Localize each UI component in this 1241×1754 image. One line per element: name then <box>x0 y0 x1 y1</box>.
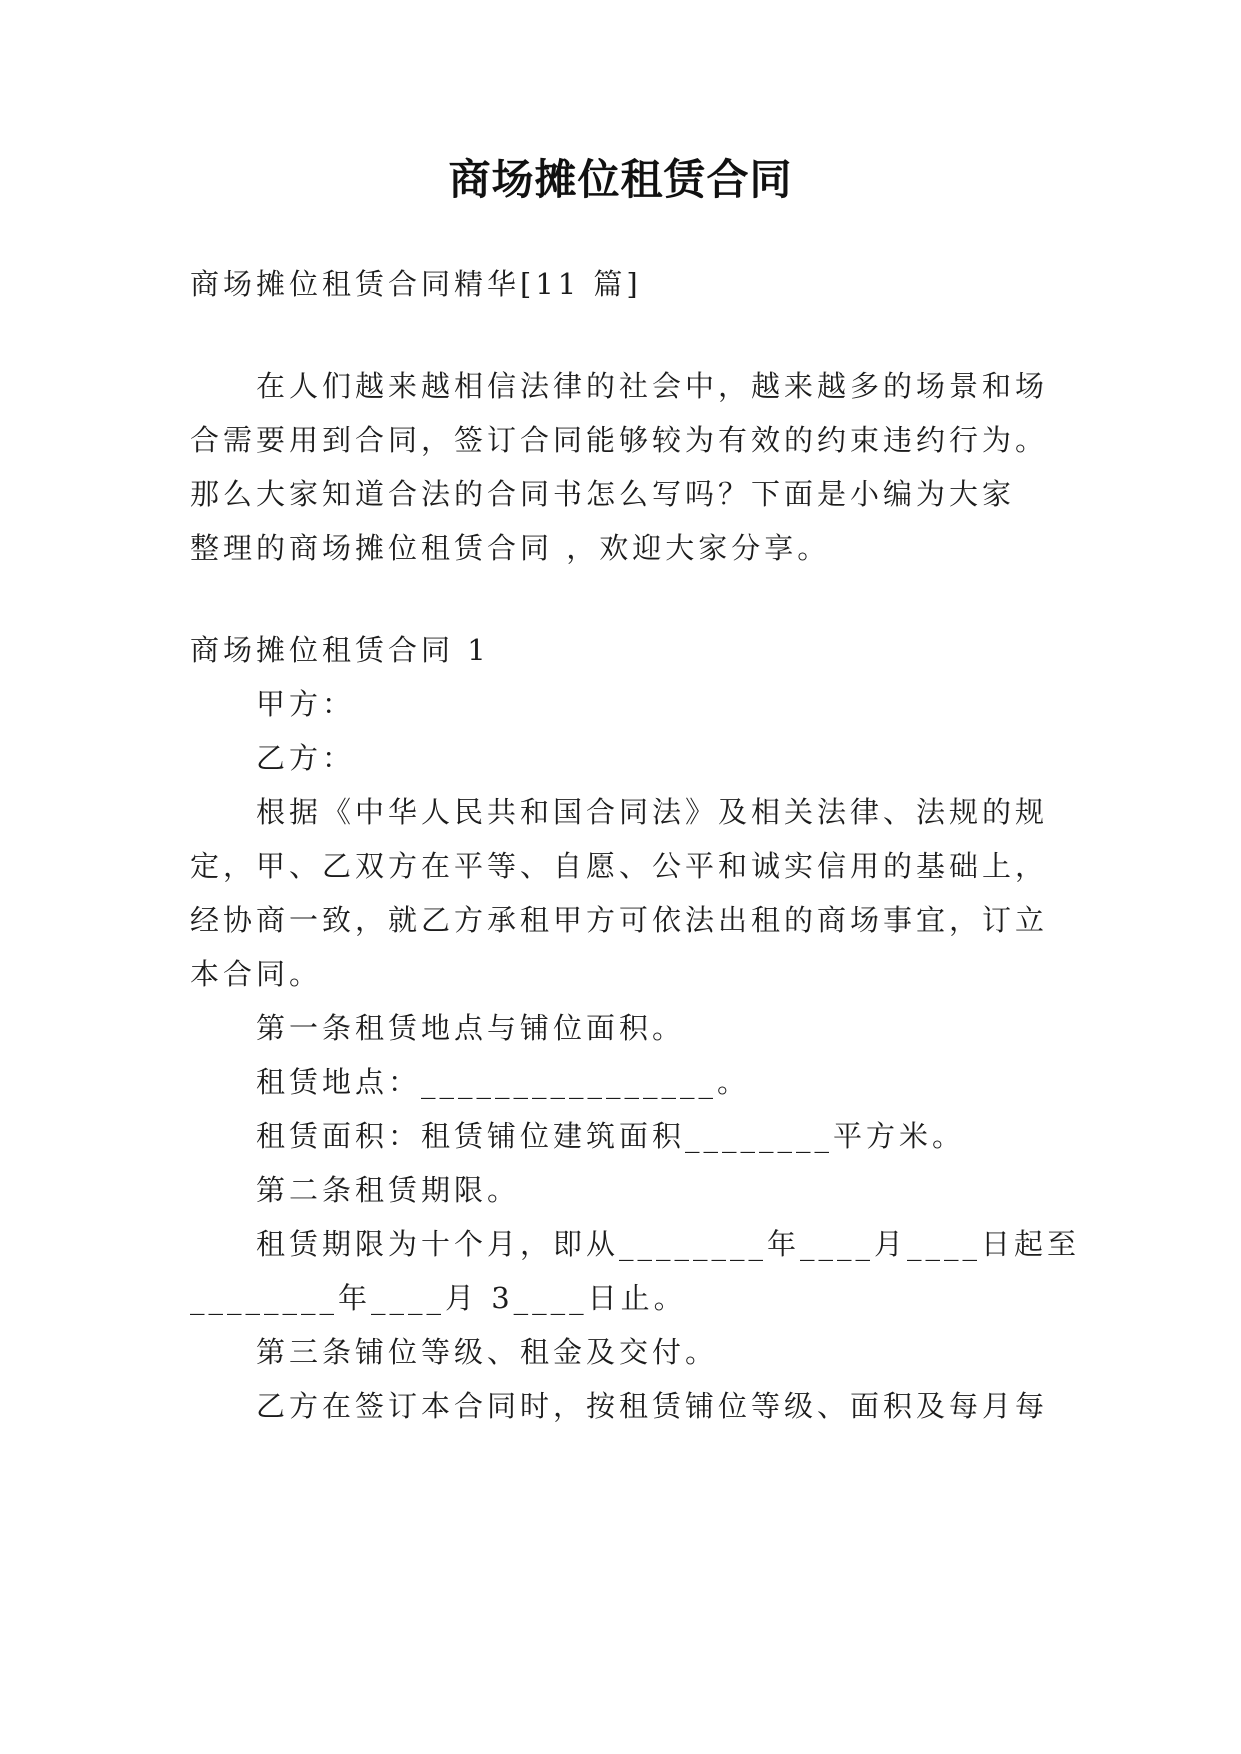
intro-line-4: 整理的商场摊位租赁合同 ，欢迎大家分享。 <box>190 531 831 565</box>
section-heading: 商场摊位租赁合同 1 <box>190 633 490 667</box>
intro-line-2: 合需要用到合同，签订合同能够较为有效的约束违约行为。 <box>190 423 1049 457</box>
article-2-title: 第二条租赁期限。 <box>256 1173 521 1207</box>
basis-line-1: 根据《中华人民共和国合同法》及相关法律、法规的规 <box>256 795 1049 829</box>
intro-line-1: 在人们越来越相信法律的社会中，越来越多的场景和场 <box>256 369 1049 403</box>
article-1-title: 第一条租赁地点与铺位面积。 <box>256 1011 686 1045</box>
article-3-title: 第三条铺位等级、租金及交付。 <box>256 1335 719 1369</box>
party-b-label: 乙方： <box>256 741 356 775</box>
party-a-label: 甲方： <box>256 687 356 721</box>
lease-term-line-1: 租赁期限为十个月，即从________年____月____日起至 <box>256 1227 1081 1261</box>
lease-location-line: 租赁地点：________________。 <box>256 1065 751 1099</box>
lease-area-line: 租赁面积：租赁铺位建筑面积________平方米。 <box>256 1119 966 1153</box>
document-title: 商场摊位租赁合同 <box>448 155 793 204</box>
lease-term-line-2: ________年____月 3____日止。 <box>190 1281 687 1315</box>
intro-line-3: 那么大家知道合法的合同书怎么写吗？下面是小编为大家 <box>190 477 1016 511</box>
basis-line-4: 本合同。 <box>190 957 323 991</box>
basis-line-3: 经协商一致，就乙方承租甲方可依法出租的商场事宜，订立 <box>190 903 1049 937</box>
article-3-text: 乙方在签订本合同时，按租赁铺位等级、面积及每月每 <box>256 1389 1049 1423</box>
document-subtitle: 商场摊位租赁合同精华[11 篇] <box>190 267 642 301</box>
basis-line-2: 定，甲、乙双方在平等、自愿、公平和诚实信用的基础上， <box>190 849 1049 883</box>
